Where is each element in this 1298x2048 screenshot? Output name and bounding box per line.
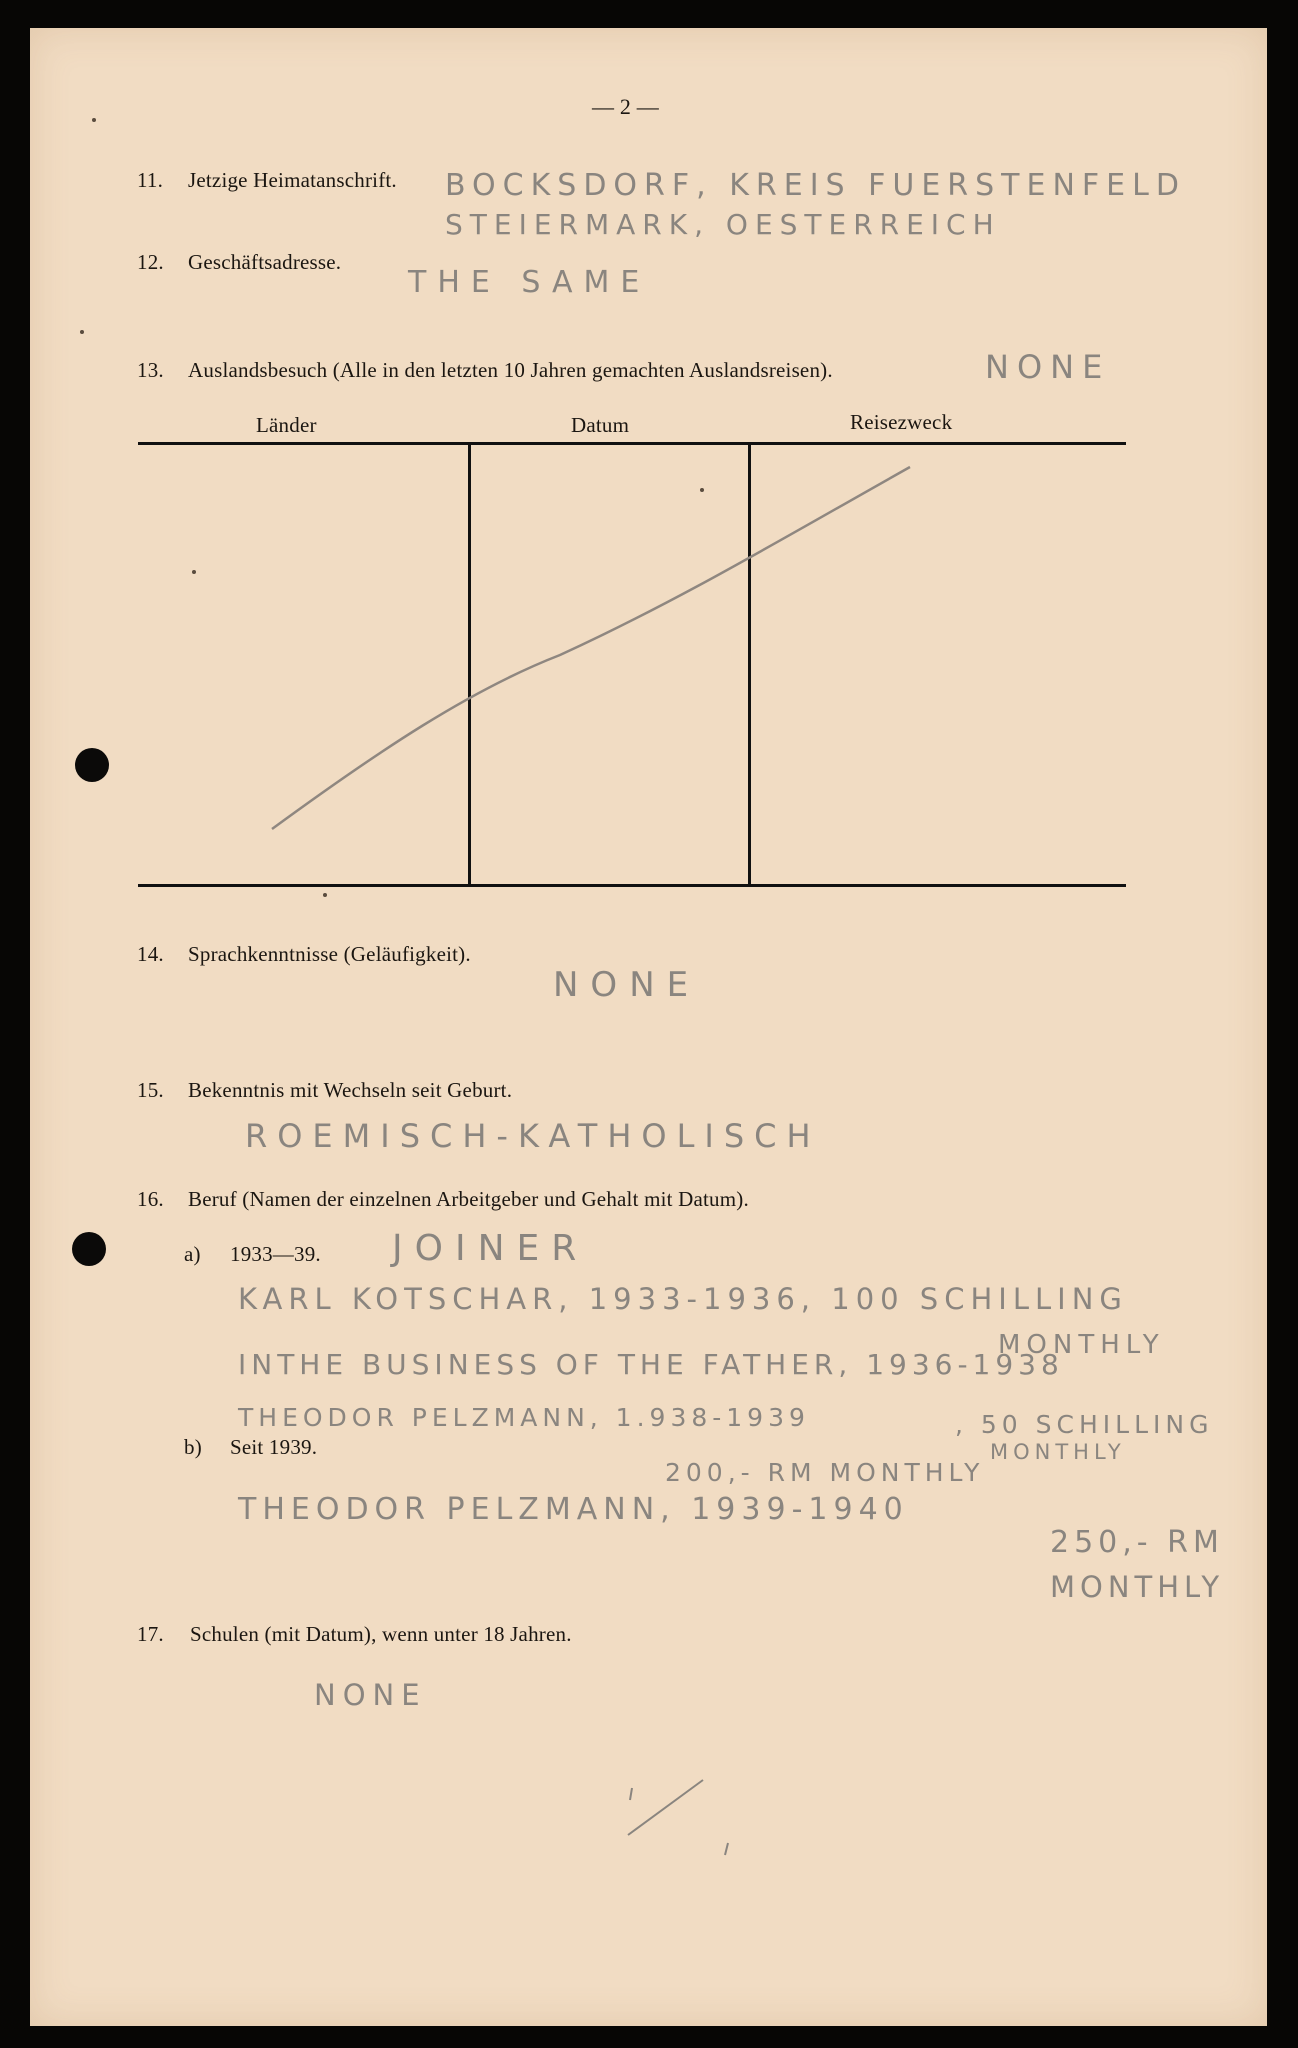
table-header-reisezweck: Reisezweck (850, 410, 953, 434)
q11-answer-line2: STEIERMARK, OESTERREICH (445, 208, 1001, 241)
table-header-datum: Datum (571, 413, 630, 437)
q16-hand-pelzmann-1: THEODOR PELZMANN, 1.938-1939 (238, 1403, 810, 1432)
q16-hand-monthly-2: MONTHLY (990, 1440, 1126, 1464)
q17-answer: NONE (314, 1678, 427, 1712)
q16-hand-monthly-1: MONTHLY (998, 1330, 1165, 1360)
q15-label: Bekenntnis mit Wechseln seit Geburt. (188, 1078, 513, 1102)
q12-answer: THE SAME (408, 265, 651, 300)
q15-answer: ROEMISCH-KATHOLISCH (245, 1117, 821, 1155)
q16-a-label: a) (184, 1242, 201, 1266)
q12-number: 12. (137, 250, 164, 274)
q16-hand-monthly-3: MONTHLY (1050, 1570, 1225, 1604)
q17-label: Schulen (mit Datum), wenn unter 18 Jahren. (190, 1622, 572, 1646)
q11-number: 11. (137, 168, 164, 192)
q11-label: Jetzige Heimatanschrift. (188, 168, 397, 192)
q14-label: Sprachkenntnisse (Geläufigkeit). (188, 942, 471, 966)
q17-number: 17. (137, 1622, 164, 1646)
q16-hand-pelzmann-2: THEODOR PELZMANN, 1939-1940 (238, 1492, 909, 1527)
q12-label: Geschäftsadresse. (188, 250, 342, 274)
table-header-laender: Länder (256, 413, 317, 437)
q16-number: 16. (137, 1187, 164, 1211)
q16-b-label: b) (184, 1435, 202, 1459)
q14-answer: NONE (553, 965, 701, 1005)
q16-hand-250-rm: 250,- RM (1050, 1525, 1224, 1560)
q16-hand-father: INTHE BUSINESS OF THE FATHER, 1936-1938 (238, 1348, 1064, 1381)
q11-answer-line1: BOCKSDORF, KREIS FUERSTENFELD (445, 168, 1186, 203)
q14-number: 14. (137, 942, 164, 966)
q13-answer: NONE (985, 348, 1111, 386)
q15-number: 15. (137, 1078, 164, 1102)
page-number: — 2 — (592, 94, 659, 119)
q16-a-period: 1933—39. (230, 1242, 321, 1266)
q13-label: Auslandsbesuch (Alle in den letzten 10 Jahren gemachten Auslandsreisen). (188, 358, 833, 382)
q16-label: Beruf (Namen der einzelnen Arbeitgeber und Gehalt mit Datum). (188, 1187, 749, 1211)
q16-b-period: Seit 1939. (230, 1435, 318, 1459)
q13-number: 13. (137, 358, 164, 382)
q16-hand-kotschar: KARL KOTSCHAR, 1933-1936, 100 SCHILLING (238, 1282, 1128, 1316)
q16-hand-50-schilling: , 50 SCHILLING (955, 1410, 1214, 1439)
q16-hand-200-rm: 200,- RM MONTHLY (665, 1458, 985, 1487)
q16-hand-joiner: JOINER (392, 1228, 589, 1269)
